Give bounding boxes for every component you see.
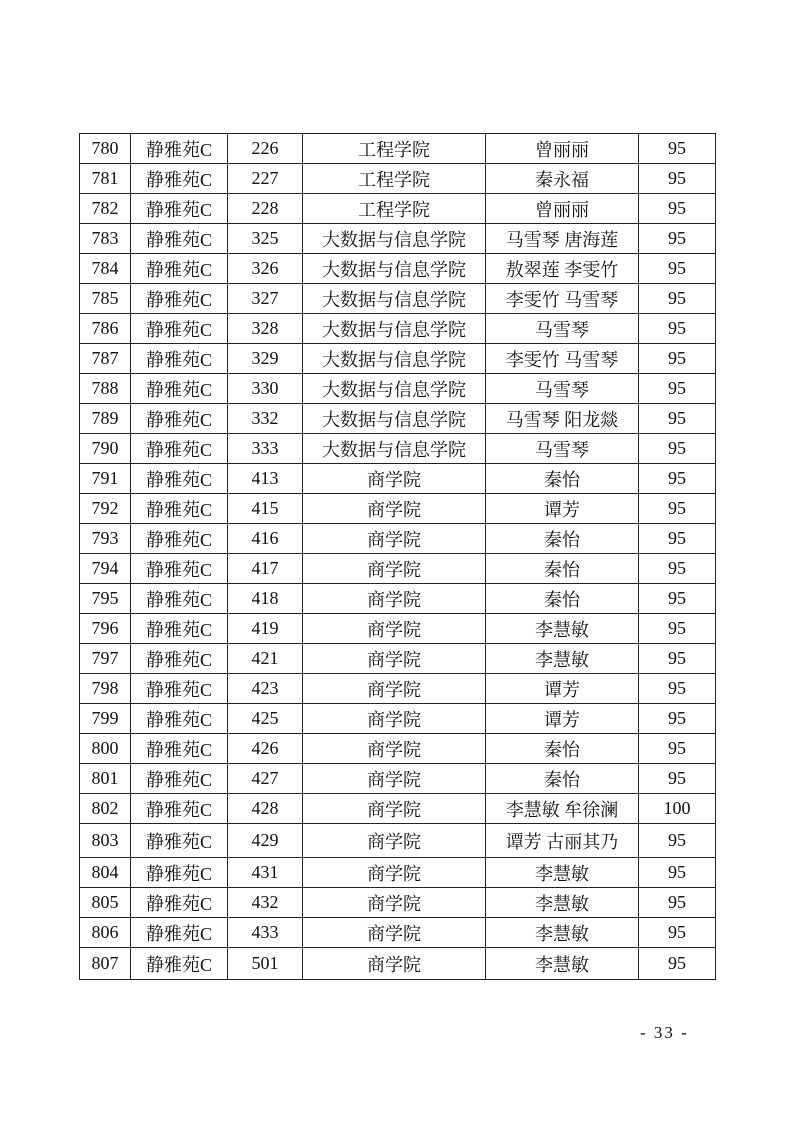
- score-cell: 95: [639, 284, 716, 314]
- responsible-person-cell: 李雯竹 马雪琴: [486, 284, 639, 314]
- table-row: [80, 224, 716, 254]
- building-cell: 静雅苑C: [131, 314, 228, 344]
- row-number-cell: 793: [80, 524, 131, 554]
- responsible-person-cell: 李慧敏: [486, 644, 639, 674]
- table-row: [80, 344, 716, 374]
- responsible-person-cell: 马雪琴: [486, 314, 639, 344]
- room-number-cell: 327: [228, 284, 303, 314]
- table-row: [80, 164, 716, 194]
- row-number-cell: 782: [80, 194, 131, 224]
- room-number-cell: 228: [228, 194, 303, 224]
- row-number-cell: 796: [80, 614, 131, 644]
- college-cell: 商学院: [303, 494, 486, 524]
- row-number-cell: 788: [80, 374, 131, 404]
- college-cell: 商学院: [303, 794, 486, 824]
- college-cell: 工程学院: [303, 164, 486, 194]
- college-cell: 商学院: [303, 674, 486, 704]
- score-cell: 95: [639, 918, 716, 948]
- score-cell: 95: [639, 824, 716, 858]
- score-cell: 95: [639, 734, 716, 764]
- score-cell: 95: [639, 464, 716, 494]
- row-number-cell: 800: [80, 734, 131, 764]
- room-number-cell: 427: [228, 764, 303, 794]
- college-cell: 商学院: [303, 584, 486, 614]
- building-cell: 静雅苑C: [131, 284, 228, 314]
- college-cell: 商学院: [303, 734, 486, 764]
- building-cell: 静雅苑C: [131, 344, 228, 374]
- room-number-cell: 330: [228, 374, 303, 404]
- responsible-person-cell: 谭芳: [486, 704, 639, 734]
- score-cell: 95: [639, 644, 716, 674]
- college-cell: 工程学院: [303, 134, 486, 164]
- table-row: [80, 704, 716, 734]
- row-number-cell: 802: [80, 794, 131, 824]
- building-cell: 静雅苑C: [131, 824, 228, 858]
- room-number-cell: 227: [228, 164, 303, 194]
- row-number-cell: 799: [80, 704, 131, 734]
- table-row: [80, 254, 716, 284]
- row-number-cell: 792: [80, 494, 131, 524]
- responsible-person-cell: 李雯竹 马雪琴: [486, 344, 639, 374]
- college-cell: 大数据与信息学院: [303, 314, 486, 344]
- responsible-person-cell: 李慧敏: [486, 858, 639, 888]
- table-body: [80, 134, 716, 980]
- room-number-cell: 333: [228, 434, 303, 464]
- college-cell: 商学院: [303, 704, 486, 734]
- row-number-cell: 804: [80, 858, 131, 888]
- building-cell: 静雅苑C: [131, 918, 228, 948]
- college-cell: 商学院: [303, 918, 486, 948]
- room-number-cell: 432: [228, 888, 303, 918]
- responsible-person-cell: 秦怡: [486, 764, 639, 794]
- building-cell: 静雅苑C: [131, 464, 228, 494]
- building-cell: 静雅苑C: [131, 434, 228, 464]
- row-number-cell: 787: [80, 344, 131, 374]
- building-cell: 静雅苑C: [131, 948, 228, 980]
- responsible-person-cell: 秦怡: [486, 734, 639, 764]
- row-number-cell: 784: [80, 254, 131, 284]
- responsible-person-cell: 马雪琴: [486, 434, 639, 464]
- room-number-cell: 325: [228, 224, 303, 254]
- row-number-cell: 791: [80, 464, 131, 494]
- score-cell: 95: [639, 888, 716, 918]
- building-cell: 静雅苑C: [131, 794, 228, 824]
- score-cell: 95: [639, 434, 716, 464]
- room-number-cell: 226: [228, 134, 303, 164]
- table-row: [80, 584, 716, 614]
- row-number-cell: 781: [80, 164, 131, 194]
- table-row: [80, 134, 716, 164]
- table-row: [80, 858, 716, 888]
- score-cell: 95: [639, 494, 716, 524]
- row-number-cell: 797: [80, 644, 131, 674]
- responsible-person-cell: 秦怡: [486, 524, 639, 554]
- room-number-cell: 329: [228, 344, 303, 374]
- table-row: [80, 644, 716, 674]
- room-number-cell: 501: [228, 948, 303, 980]
- room-number-cell: 332: [228, 404, 303, 434]
- responsible-person-cell: 李慧敏: [486, 948, 639, 980]
- building-cell: 静雅苑C: [131, 164, 228, 194]
- page-number: - 33 -: [640, 1023, 689, 1042]
- responsible-person-cell: 李慧敏 牟徐澜: [486, 794, 639, 824]
- table-row: [80, 314, 716, 344]
- college-cell: 商学院: [303, 554, 486, 584]
- responsible-person-cell: 曾丽丽: [486, 194, 639, 224]
- building-cell: 静雅苑C: [131, 584, 228, 614]
- responsible-person-cell: 谭芳: [486, 674, 639, 704]
- score-cell: 95: [639, 254, 716, 284]
- row-number-cell: 803: [80, 824, 131, 858]
- building-cell: 静雅苑C: [131, 494, 228, 524]
- score-cell: 95: [639, 584, 716, 614]
- score-cell: 95: [639, 404, 716, 434]
- row-number-cell: 795: [80, 584, 131, 614]
- room-number-cell: 423: [228, 674, 303, 704]
- college-cell: 大数据与信息学院: [303, 374, 486, 404]
- college-cell: 大数据与信息学院: [303, 404, 486, 434]
- responsible-person-cell: 秦怡: [486, 464, 639, 494]
- table-row: [80, 374, 716, 404]
- room-number-cell: 418: [228, 584, 303, 614]
- responsible-person-cell: 李慧敏: [486, 614, 639, 644]
- responsible-person-cell: 敖翠莲 李雯竹: [486, 254, 639, 284]
- score-cell: 95: [639, 374, 716, 404]
- row-number-cell: 789: [80, 404, 131, 434]
- room-number-cell: 429: [228, 824, 303, 858]
- table-row: [80, 464, 716, 494]
- college-cell: 商学院: [303, 948, 486, 980]
- score-cell: 95: [639, 858, 716, 888]
- building-cell: 静雅苑C: [131, 888, 228, 918]
- score-cell: 95: [639, 764, 716, 794]
- college-cell: 商学院: [303, 524, 486, 554]
- score-cell: 95: [639, 134, 716, 164]
- table-row: [80, 554, 716, 584]
- college-cell: 商学院: [303, 644, 486, 674]
- table-row: [80, 494, 716, 524]
- responsible-person-cell: 李慧敏: [486, 888, 639, 918]
- row-number-cell: 785: [80, 284, 131, 314]
- room-number-cell: 433: [228, 918, 303, 948]
- score-cell: 95: [639, 554, 716, 584]
- college-cell: 大数据与信息学院: [303, 284, 486, 314]
- college-cell: 商学院: [303, 888, 486, 918]
- building-cell: 静雅苑C: [131, 674, 228, 704]
- table-row: [80, 948, 716, 980]
- row-number-cell: 805: [80, 888, 131, 918]
- building-cell: 静雅苑C: [131, 134, 228, 164]
- inspection-table: [79, 133, 716, 980]
- college-cell: 商学院: [303, 824, 486, 858]
- score-cell: 95: [639, 614, 716, 644]
- table-row: [80, 674, 716, 704]
- room-number-cell: 415: [228, 494, 303, 524]
- building-cell: 静雅苑C: [131, 704, 228, 734]
- table-row: [80, 824, 716, 858]
- college-cell: 工程学院: [303, 194, 486, 224]
- responsible-person-cell: 李慧敏: [486, 918, 639, 948]
- table-row: [80, 284, 716, 314]
- score-cell: 95: [639, 344, 716, 374]
- table-row: [80, 194, 716, 224]
- college-cell: 商学院: [303, 614, 486, 644]
- building-cell: 静雅苑C: [131, 224, 228, 254]
- table-row: [80, 524, 716, 554]
- college-cell: 大数据与信息学院: [303, 224, 486, 254]
- table-row: [80, 434, 716, 464]
- row-number-cell: 807: [80, 948, 131, 980]
- table-row: [80, 918, 716, 948]
- table-row: [80, 404, 716, 434]
- score-cell: 95: [639, 948, 716, 980]
- responsible-person-cell: 秦永福: [486, 164, 639, 194]
- row-number-cell: 801: [80, 764, 131, 794]
- score-cell: 95: [639, 524, 716, 554]
- building-cell: 静雅苑C: [131, 764, 228, 794]
- responsible-person-cell: 谭芳: [486, 494, 639, 524]
- college-cell: 商学院: [303, 858, 486, 888]
- score-cell: 95: [639, 704, 716, 734]
- college-cell: 商学院: [303, 464, 486, 494]
- table-row: [80, 764, 716, 794]
- room-number-cell: 417: [228, 554, 303, 584]
- responsible-person-cell: 曾丽丽: [486, 134, 639, 164]
- building-cell: 静雅苑C: [131, 254, 228, 284]
- responsible-person-cell: 马雪琴: [486, 374, 639, 404]
- table-row: [80, 614, 716, 644]
- table-row: [80, 888, 716, 918]
- score-cell: 95: [639, 314, 716, 344]
- room-number-cell: 416: [228, 524, 303, 554]
- building-cell: 静雅苑C: [131, 374, 228, 404]
- room-number-cell: 426: [228, 734, 303, 764]
- room-number-cell: 413: [228, 464, 303, 494]
- building-cell: 静雅苑C: [131, 554, 228, 584]
- building-cell: 静雅苑C: [131, 404, 228, 434]
- row-number-cell: 798: [80, 674, 131, 704]
- room-number-cell: 431: [228, 858, 303, 888]
- room-number-cell: 425: [228, 704, 303, 734]
- building-cell: 静雅苑C: [131, 524, 228, 554]
- room-number-cell: 428: [228, 794, 303, 824]
- row-number-cell: 806: [80, 918, 131, 948]
- room-number-cell: 419: [228, 614, 303, 644]
- responsible-person-cell: 马雪琴 阳龙燚: [486, 404, 639, 434]
- room-number-cell: 328: [228, 314, 303, 344]
- score-cell: 95: [639, 194, 716, 224]
- row-number-cell: 790: [80, 434, 131, 464]
- responsible-person-cell: 秦怡: [486, 554, 639, 584]
- building-cell: 静雅苑C: [131, 614, 228, 644]
- responsible-person-cell: 秦怡: [486, 584, 639, 614]
- building-cell: 静雅苑C: [131, 194, 228, 224]
- score-cell: 95: [639, 224, 716, 254]
- table-row: [80, 794, 716, 824]
- row-number-cell: 783: [80, 224, 131, 254]
- responsible-person-cell: 马雪琴 唐海莲: [486, 224, 639, 254]
- building-cell: 静雅苑C: [131, 858, 228, 888]
- row-number-cell: 780: [80, 134, 131, 164]
- score-cell: 100: [639, 794, 716, 824]
- row-number-cell: 786: [80, 314, 131, 344]
- college-cell: 大数据与信息学院: [303, 344, 486, 374]
- building-cell: 静雅苑C: [131, 734, 228, 764]
- row-number-cell: 794: [80, 554, 131, 584]
- college-cell: 大数据与信息学院: [303, 434, 486, 464]
- score-cell: 95: [639, 674, 716, 704]
- room-number-cell: 326: [228, 254, 303, 284]
- score-cell: 95: [639, 164, 716, 194]
- table-row: [80, 734, 716, 764]
- responsible-person-cell: 谭芳 古丽其乃: [486, 824, 639, 858]
- room-number-cell: 421: [228, 644, 303, 674]
- college-cell: 商学院: [303, 764, 486, 794]
- building-cell: 静雅苑C: [131, 644, 228, 674]
- college-cell: 大数据与信息学院: [303, 254, 486, 284]
